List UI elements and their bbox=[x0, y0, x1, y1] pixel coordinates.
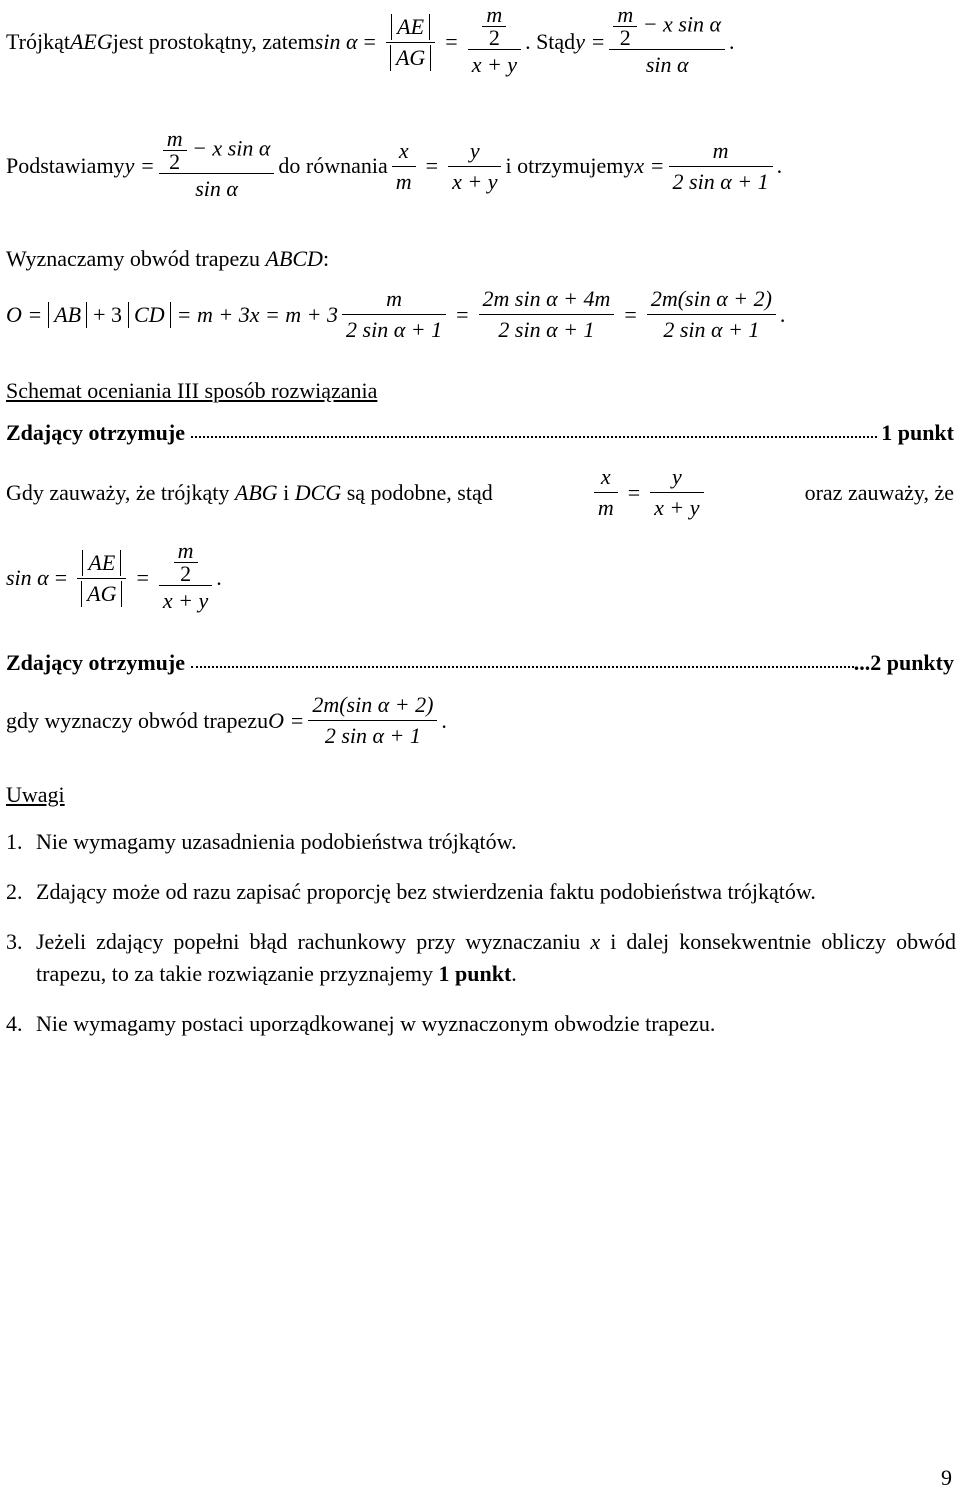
trapezoid-name: ABCD bbox=[265, 246, 323, 271]
o-equals: O = bbox=[268, 707, 305, 733]
text: do równania bbox=[278, 153, 388, 178]
dot-leader bbox=[191, 652, 854, 668]
segment-cd: CD bbox=[128, 302, 171, 328]
variable-x: x bbox=[590, 929, 601, 954]
scheme-heading: Schemat oceniania III sposób rozwiązania bbox=[6, 378, 378, 403]
plus-three: + 3 bbox=[93, 301, 123, 327]
note-item bbox=[6, 926, 956, 990]
formula-line-perimeter bbox=[6, 690, 954, 751]
fraction-ae-ag bbox=[77, 548, 126, 609]
sin-alpha: sin α bbox=[6, 565, 49, 590]
x-equals: x = bbox=[634, 153, 665, 178]
equals: = bbox=[54, 565, 68, 590]
formula-line-4 bbox=[6, 284, 954, 345]
fraction-m2-over-xy: $\frac{\frac{m}{2}}{x + y}$ bbox=[159, 540, 212, 616]
note-number: 2. bbox=[6, 879, 23, 904]
text: Wyznaczamy obwód trapezu bbox=[6, 246, 266, 271]
segment-ae: AE bbox=[82, 550, 121, 576]
fraction-y: $\frac{m}{2}$ − x sin α sin α bbox=[609, 4, 725, 80]
text: jest prostokątny, zatem bbox=[112, 29, 315, 54]
note-text-part: i dalej konsekwentnie obliczy obwód trapezu, to za takie rozwiązanie przyznajemy bbox=[36, 929, 956, 986]
text: są podobne, stąd bbox=[341, 479, 493, 505]
note-text: Zdający może od razu zapisać proporcję bez stwierdzenia faktu podobieństwa trójkątów. bbox=[36, 879, 816, 904]
fraction-m-over-2: $\frac{m}{2}$ bbox=[482, 4, 506, 49]
o-equals: O = bbox=[6, 301, 43, 327]
note-text-part: Jeżeli zdający popełni błąd rachunkowy przy wyznaczaniu bbox=[36, 929, 591, 954]
period: . bbox=[511, 961, 517, 986]
fraction-m-over-2: $\frac{m}{2}$ bbox=[174, 540, 198, 585]
note-number: 1. bbox=[6, 829, 23, 854]
page-number: 9 bbox=[941, 1465, 952, 1490]
equals: = bbox=[456, 301, 469, 327]
text: Podstawiamy bbox=[6, 153, 125, 178]
fraction-ae-ag bbox=[386, 12, 435, 73]
fraction-m-over-2: $\frac{m}{2}$ bbox=[163, 128, 187, 173]
notes-list bbox=[6, 826, 956, 1058]
period: . bbox=[779, 301, 786, 327]
text-line-3 bbox=[6, 246, 954, 272]
fraction-m2-over-xy: $\frac{\frac{m}{2}}{x + y}$ bbox=[468, 4, 521, 80]
fraction-3: $\frac{\text{2m(sin α + 2)}}{\text{2 sin α + 1}}$ bbox=[647, 284, 776, 345]
segment-ag: AG bbox=[390, 45, 431, 71]
y-equals: y = bbox=[124, 153, 155, 178]
fraction-m-over-2: $\frac{m}{2}$ bbox=[613, 4, 637, 49]
formula-line-2 bbox=[6, 128, 954, 204]
equals: = bbox=[425, 153, 439, 178]
text: i bbox=[277, 479, 295, 505]
text: Gdy zauważy, że trójkąty bbox=[6, 479, 235, 505]
fraction-x-over-m: $\frac{x}{m}$ bbox=[594, 462, 618, 523]
fraction-y-over-xy: $\frac{y}{x + y}$ bbox=[448, 136, 501, 197]
formula-line-sin bbox=[6, 540, 954, 616]
text: oraz zauważy, że bbox=[804, 479, 954, 505]
fraction-perimeter: $\frac{\text{2m(sin α + 2)}}{\text{2 sin α + 1}}$ bbox=[308, 690, 437, 751]
score-points: ...2 punkty bbox=[853, 650, 954, 675]
text: . Stąd bbox=[525, 29, 576, 54]
equals: = bbox=[445, 29, 458, 54]
period: . bbox=[441, 707, 447, 733]
colon: : bbox=[322, 246, 330, 271]
period: . bbox=[216, 565, 222, 590]
period: . bbox=[776, 153, 783, 178]
equals: = bbox=[624, 301, 637, 327]
score-label: Zdający otrzymuje bbox=[6, 420, 186, 445]
y-equals: y = bbox=[575, 29, 606, 54]
segment-ab: AB bbox=[48, 302, 87, 328]
sin-alpha: sin α bbox=[314, 29, 358, 54]
text: i otrzymujemy bbox=[505, 153, 635, 178]
formula-line-1 bbox=[6, 4, 954, 80]
segment-ae: AE bbox=[391, 14, 430, 40]
triangle-abg: ABG bbox=[234, 479, 278, 505]
fraction-2: $\frac{\text{2m sin α + 4m}}{\text{2 sin α + 1}}$ bbox=[479, 284, 615, 345]
segment-ag: AG bbox=[81, 581, 122, 607]
fraction-1: $\frac{m}{\text{2 sin α + 1}}$ bbox=[342, 284, 446, 345]
note-item bbox=[6, 826, 956, 858]
note-item bbox=[6, 876, 956, 908]
triangle-dcg: DCG bbox=[294, 479, 342, 505]
dot-leader bbox=[191, 422, 877, 438]
text: Trójkąt bbox=[6, 29, 70, 54]
equals: = bbox=[627, 479, 641, 505]
note-text: Nie wymagamy uzasadnienia podobieństwa trójkątów. bbox=[36, 829, 517, 854]
period: . bbox=[729, 29, 735, 54]
note-text: Nie wymagamy postaci uporządkowanej w wyznaczonym obwodzie trapezu. bbox=[36, 1011, 716, 1036]
text: gdy wyznaczy obwód trapezu bbox=[6, 707, 269, 733]
fraction-y-over-xy: $\frac{y}{x + y}$ bbox=[650, 462, 703, 523]
fraction-x-result: $\frac{m}{\text{2 sin α + 1}}$ bbox=[669, 136, 773, 197]
note-text bbox=[36, 926, 956, 990]
triangle-name: AEG bbox=[69, 29, 113, 54]
equals: = bbox=[136, 565, 149, 590]
note-points: 1 punkt bbox=[438, 961, 512, 986]
fraction-y: $\frac{m}{2}$ − x sin α sin α bbox=[159, 128, 275, 204]
text-line-gdy bbox=[6, 462, 954, 523]
score-label: Zdający otrzymuje bbox=[6, 650, 186, 675]
score-row-2 bbox=[6, 650, 954, 676]
note-number: 3. bbox=[6, 929, 23, 954]
score-points: 1 punkt bbox=[881, 420, 954, 445]
equals: = bbox=[363, 29, 376, 54]
note-item bbox=[6, 1008, 956, 1040]
score-row-1 bbox=[6, 420, 954, 446]
fraction-x-over-m: $\frac{x}{m}$ bbox=[392, 136, 416, 197]
expression: = m + 3x = m + 3 bbox=[176, 301, 339, 327]
notes-heading: Uwagi bbox=[6, 782, 65, 807]
note-number: 4. bbox=[6, 1011, 23, 1036]
